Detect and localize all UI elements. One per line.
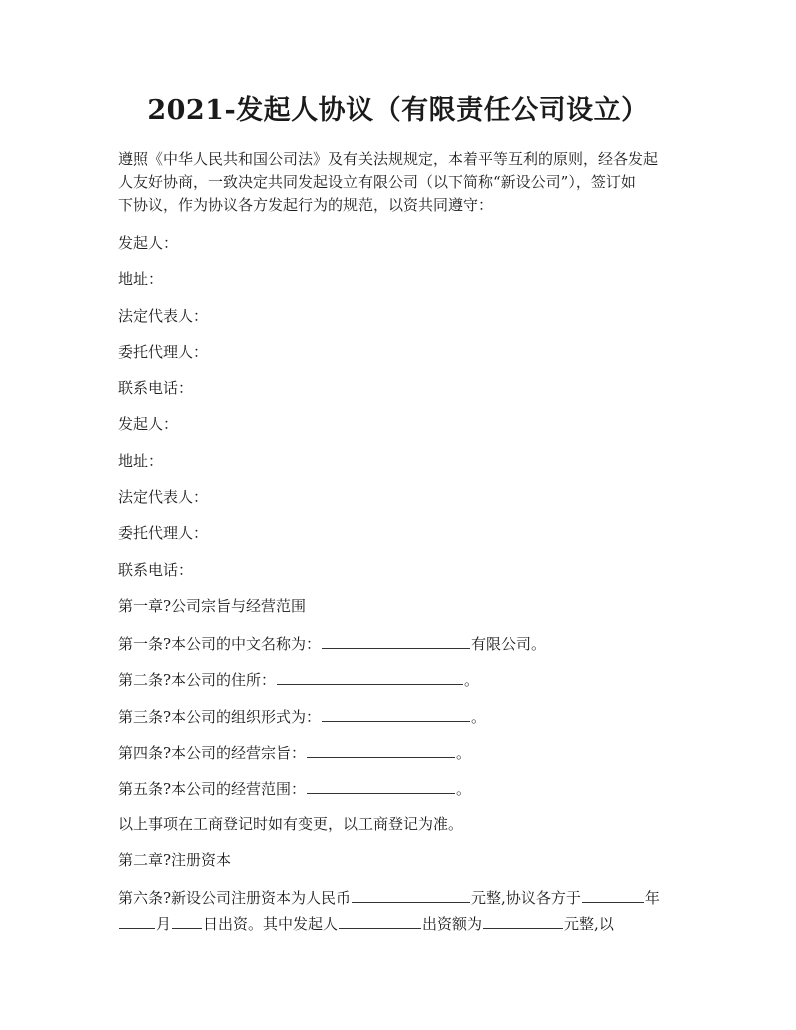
intro-line: 下协议，作为协议各方发起行为的规范，以资共同遵守：	[118, 196, 494, 214]
article1-prefix: 第一条?本公司的中文名称为：	[118, 635, 322, 653]
article6-month-blank[interactable]	[119, 911, 155, 929]
article6-part2: 元整,协议各方于	[471, 889, 581, 907]
article3	[118, 704, 688, 729]
intro-line: 人友好协商，一致决定共同发起设立有限公司（以下简称“新设公司”），签订如	[118, 173, 636, 191]
party1-legal-rep: 法定代表人：	[118, 307, 209, 325]
document-title: 2021-发起人协议（有限责任公司设立）	[147, 95, 649, 126]
party1-founder: 发起人：	[118, 234, 179, 252]
article6-part7: 元整,以	[564, 915, 614, 933]
chapter1-heading: 第一章?公司宗旨与经营范围	[118, 597, 307, 615]
article6-year-blank[interactable]	[582, 885, 644, 903]
article5-suffix: 。	[456, 780, 472, 798]
article4	[118, 740, 688, 765]
article6-day-blank[interactable]	[172, 911, 202, 929]
article3-suffix: 。	[471, 708, 487, 726]
article3-blank[interactable]	[322, 704, 470, 722]
article6-part5: 日出资。其中发起人	[203, 915, 339, 933]
party2-address: 地址：	[118, 452, 164, 470]
article5	[118, 776, 688, 801]
article6-line1	[118, 885, 688, 910]
chapter2-heading: 第二章?注册资本	[118, 851, 232, 869]
article6-contribution-blank[interactable]	[483, 911, 563, 929]
article6-part3: 年	[644, 889, 660, 907]
article4-blank[interactable]	[307, 740, 455, 758]
article6-amount-blank[interactable]	[352, 885, 470, 903]
registration-note: 以上事项在工商登记时如有变更，以工商登记为准。	[118, 815, 464, 833]
intro-line: 遵照《中华人民共和国公司法》及有关法规规定，本着平等互利的原则，经各发起	[118, 150, 659, 168]
article1-blank[interactable]	[322, 631, 470, 649]
article5-prefix: 第五条?本公司的经营范围：	[118, 780, 307, 798]
article1	[118, 631, 688, 656]
article4-suffix: 。	[456, 744, 472, 762]
party1-phone: 联系电话：	[118, 379, 194, 397]
article2-prefix: 第二条?本公司的住所：	[118, 671, 277, 689]
article2-blank[interactable]	[277, 667, 463, 685]
article3-prefix: 第三条?本公司的组织形式为：	[118, 708, 322, 726]
intro-paragraph	[118, 148, 688, 217]
party2-agent: 委托代理人：	[118, 524, 209, 542]
article6-line2	[118, 911, 688, 936]
party2-founder: 发起人：	[118, 415, 179, 433]
article2-suffix: 。	[464, 671, 480, 689]
party2-legal-rep: 法定代表人：	[118, 488, 209, 506]
article4-prefix: 第四条?本公司的经营宗旨：	[118, 744, 307, 762]
article2	[118, 667, 688, 692]
article6-part6: 出资额为	[422, 915, 483, 933]
party1-agent: 委托代理人：	[118, 343, 209, 361]
article6-part4: 月	[156, 915, 172, 933]
article6-founder-blank[interactable]	[339, 911, 421, 929]
party1-address: 地址：	[118, 270, 164, 288]
article5-blank[interactable]	[307, 776, 455, 794]
article6-part1: 第六条?新设公司注册资本为人民币	[118, 889, 352, 907]
party2-phone: 联系电话：	[118, 561, 194, 579]
article1-suffix: 有限公司。	[471, 635, 547, 653]
